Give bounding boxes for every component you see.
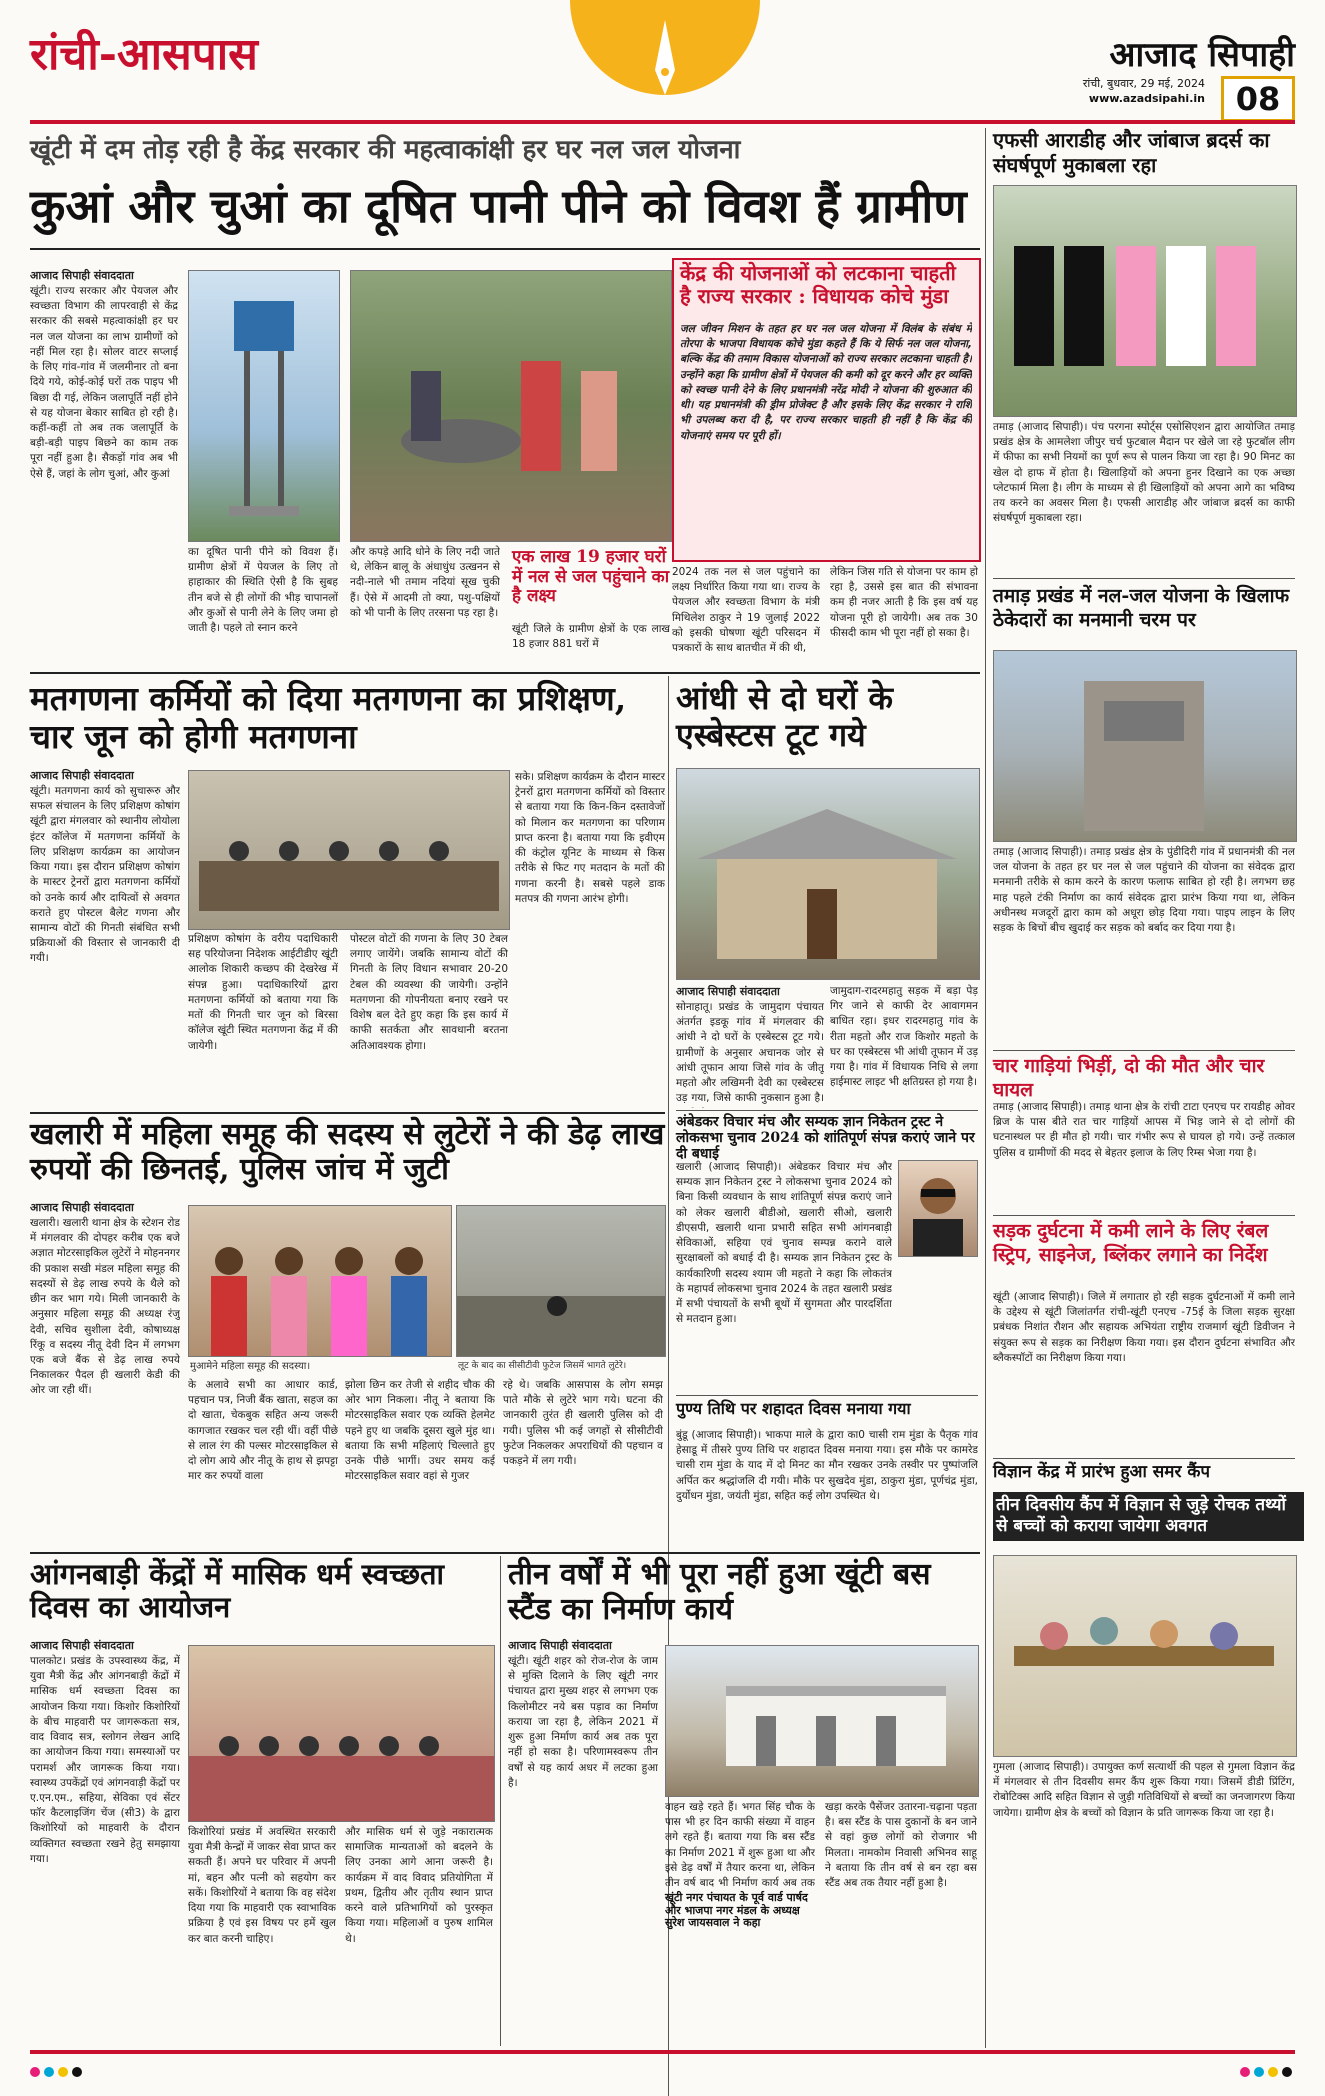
lead-body-6: लेकिन जिस गति से योजना पर काम हो रहा है, उससे इस बात की संभावना कम ही नजर आती है कि इस वर्ष यह योजना पूरी हो जायेगी। अब तक 30 फीसदी काम भी पूरा नहीं हो सका है।: [830, 566, 978, 639]
anganwadi-headline: आंगनबाड़ी केंद्रों में मासिक धर्म स्वच्छता दिवस का आयोजन: [30, 1557, 445, 1625]
counting-body-4: सके। प्रशिक्षण कार्यक्रम के दौरान मास्टर ट्रेनरों द्वारा मतगणना कर्मियों को विस्तार से बताया गया कि किन-किन दस्तावेजों को मिलान कर मतगणना का परिणाम प्राप्त करना है। बताया गया कि इवीएम की कंट्रोल यूनिट के माध्यम से किस तरीके से फिट गए मतदान के मतों की गणना करनी है। सबसे पहले डाक मतपत्र की गणना आरंभ होगी।: [515, 771, 665, 905]
anganwadi-body-1: पालकोट। प्रखंड के उपस्वास्थ्य केंद्र, में युवा मैत्री केंद्र और आंगनबाड़ी केंद्रों में मासिक धर्म स्वच्छता दिवस का आयोजन किया गया। किशोर किशोरियों के बीच माहवारी पर जागरूकता सत्र, वाद विवाद सत्र, स्लोगन लेखन आदि का आयोजन किया गया। समस्याओं पर परामर्श और जागरूक किया गया। स्वास्थ्य उपकेंद्रों एवं आंगनवाड़ी केंद्रों पर ए.एन.एम., सहिया, सेविका एवं सेंटर फॉर कैटलाइजिंग चेंज (सी3) के द्वारा किशोरियों को माहवारी के दौरान व्यक्तिगत स्वच्छता रखने हेतु समझाया गया।: [30, 1655, 180, 1865]
busstand-subhead: खूंटी नगर पंचायत के पूर्व वार्ड पार्षद और भाजपा नगर मंडल के अध्यक्ष सुरेश जायसवाल ने कहा: [665, 1891, 808, 1930]
sun-logo-icon: [560, 0, 770, 120]
anganwadi-body-3: और मासिक धर्म से जुड़े नकारात्मक सामाजिक मान्यताओं को बदलने के लिए उनका आगे आना जरूरी है। कार्यक्रम में वाद विवाद प्रतियोगिता में प्रथम, द्वितीय और तृतीय स्थान प्राप्त करने वाले प्रतिभागियों को पुरस्कृत किया गया। महिलाओं व पुरुष शामिल थे।: [345, 1826, 493, 1945]
cctv-photo: [456, 1205, 666, 1357]
registration-dot: [30, 2067, 40, 2077]
lead-byline: आजाद सिपाही संवाददाता: [30, 269, 134, 282]
ambedkar-headline: अंबेडकर विचार मंच और सम्यक ज्ञान निकेतन ट्रस्ट ने लोकसभा चुनाव 2024 को शांतिपूर्ण संपन्न कराएं जाने पर दी बधाई: [676, 1114, 975, 1163]
women-group-photo: [188, 1205, 452, 1357]
khalari-headline: खलारी में महिला समूह की सदस्य से लुटेरों ने की डेढ़ लाख रुपयों की छिनतई, पुलिस जांच में जुटी: [30, 1117, 665, 1187]
ambedkar-body: खलारी (आजाद सिपाही)। अंबेडकर विचार मंच और सम्यक ज्ञान निकेतन ट्रस्ट ने लोकसभा चुनाव 2024 को बिना किसी व्यवधान के साथ शांतिपूर्ण संपन्न कराएं जाने को लेकर खलारी बीडीओ, खलारी सीओ, खलारी डीएसपी, खलारी थाना प्रभारी सहित सभी आंगनबाड़ी सेविकाओं, सहिया एवं चुनाव सम्पन्न कराने वाले सुरक्षाबलों को बधाई दी है। सम्यक ज्ञान निकेतन ट्रस्ट के कार्यकारिणी सदस्य श्याम जी महतो ने कहा कि लोकतंत्र के महापर्व लोकसभा चुनाव 2024 के तहत खलारी प्रखंड में सभी पंचायतों के सभी बूथों में सुगमता और पारदर्शिता से मतदान हुआ।: [676, 1161, 892, 1326]
mla-box-body: जल जीवन मिशन के तहत हर घर नल जल योजना में विलंब के संबंध में तोरपा के भाजपा विधायक कोचे मुंडा कहते हैं कि ये सिर्फ नल जल योजना, बल्कि केंद्र की तमाम विकास योजनाओं को राज्य सरकार लटकाना चाहती है। उन्होंने कहा कि ग्रामीण क्षेत्रों में पेयजल की कमी को दूर करने और हर व्यक्ति को स्वच्छ पानी देने के लिए प्रधानमंत्री नरेंद्र मोदी ने योजना की शुरुआत की थी। यह प्रधानमंत्री की ड्रीम प्रोजेक्ट है और इसके लिए केंद्र सरकार ने राशि भी उपलब्ध करा दी है, पर राज्य सरकार चाहती ही नहीं है कि केंद्र की योजनाएं समय पर पूरी हों।: [680, 323, 972, 442]
footer-rule: [30, 2050, 1295, 2054]
counting-body-1: खूंटी। मतगणना कार्य को सुचारूरु और सफल संचालन के लिए प्रशिक्षण कोषांग खूंटी द्वारा मंगलवार को स्थानीय लोयोला इंटर कॉलेज में मतगणना कर्मियों के लिए प्रशिक्षण कार्यक्रम का आयोजन किया गया। इस दौरान प्रशिक्षण कोषांग के मास्टर ट्रेनरों द्वारा मतगणना कर्मियों को उनके कार्य और दायित्वों से अवगत कराते हुए पोस्टल बैलेट गणना और सामान्य वोटों की गिनती संबंधित सभी प्रक्रियाओं की विस्तार से जानकारी दी गयी।: [30, 785, 180, 965]
sidebar-5-body: गुमला (आजाद सिपाही)। उपायुक्त कर्ण सत्यार्थी की पहल से गुमला विज्ञान केंद्र में मंगलवार से तीन दिवसीय समर कैंप शुरू किया गया। जिसमें डीडी प्रिंटिंग, रोबोटिक्स आदि सहित विज्ञान से जुड़ी गतिविधियों से बच्चों का जनजागरण किया जायेगा। ग्रामीण क्षेत्र के बच्चों को विज्ञान के प्रति जागरूक किया जा रहा है।: [993, 1761, 1295, 1819]
anganwadi-byline: आजाद सिपाही संवाददाता: [30, 1639, 134, 1652]
damaged-house-photo: [676, 768, 980, 980]
anganwadi-photo: [188, 1645, 495, 1822]
sidebar-4-headline: सड़क दुर्घटना में कमी लाने के लिए रंबल स्ट्रिप, साइनेज, ब्लिंकर लगाने का निर्देश: [993, 1220, 1269, 1266]
busstand-body-3: खड़ा करके पैसेंजर उतारना-चढ़ाना पड़ता है। बस स्टैंड के पास दुकानों के बन जाने से वहां कुछ लोगों को रोजगार भी मिलता। नामकोम निवासी अभिनव साहू ने बताया कि तीन वर्ष से बन रहा बस स्टैंड अब तक तैयार नहीं हुआ है।: [825, 1801, 977, 1890]
sidebar-5-kicker: विज्ञान केंद्र में प्रारंभ हुआ समर कैंप: [993, 1462, 1211, 1482]
martyr-headline: पुण्य तिथि पर शहादत दिवस मनाया गया: [676, 1399, 911, 1418]
khalari-byline: आजाद सिपाही संवाददाता: [30, 1201, 134, 1214]
busstand-body-2: वाहन खड़े रहते हैं। भगत सिंह चौक के पास भी हर दिन काफी संख्या में वाहन लगे रहते हैं। बताया गया कि बस स्टैंड का निर्माण 2021 में शुरू हुआ था और इसे डेढ़ वर्षों में तैयार करना था, लेकिन तीन वर्ष बाद भी निर्माण कार्य अब तक: [665, 1801, 815, 1890]
khalari-body-2: के अलावे सभी का आधार कार्ड, पहचान पत्र, निजी बैंक खाता, सहज का दो खाता, चेकबुक सहित अन्य जरूरी कागजात रखकर चल रही थीं। वहीं पीछे से लाल रंग की पल्सर मोटरसाइकिल से दो लोग आये और नीतू के हाथ से झपट्टा मार कर रुपयों वाला: [188, 1379, 338, 1483]
lead-body-2: का दूषित पानी पीने को विवश हैं। ग्रामीण क्षेत्रों में पेयजल के लिए तो हाहाकार की स्थिति ऐसी है कि सुबह तीन बजे से ही लोगों की भीड़ चापानलों और कुओं से पानी लेने के लिए जमा हो जाती है। पहले तो स्नान करने: [188, 546, 338, 635]
sidebar-4-body: खूंटी (आजाद सिपाही)। जिले में लगातार हो रही सड़क दुर्घटनाओं में कमी लाने के उद्देश्य से खूंटी जिलांतर्गत रांची-खूंटी एनएच -75ई के जिला सड़क सुरक्षा प्रबंधक निशांत रौशन और सहायक अभियंता राष्ट्रीय राजमार्ग खूंटी डिवीजन ने संयुक्त रूप से सड़क का निरीक्षण किया गया। इस दौरान दुर्घटना संभावित और ब्लैकस्पॉटों का निरीक्षण किया गया।: [993, 1291, 1295, 1364]
lead-pull-quote: एक लाख 19 हजार घरों में नल से जल पहुंचाने का है लक्ष्य: [512, 547, 670, 607]
registration-dot: [1282, 2067, 1292, 2077]
dateline: रांची, बुधवार, 29 मई, 2024: [1082, 77, 1205, 90]
water-tower-photo: [188, 270, 340, 542]
registration-dot: [1240, 2067, 1250, 2077]
science-camp-photo: [993, 1555, 1297, 1757]
sidebar-1-body: तमाड़ (आजाद सिपाही)। पंच परगना स्पोर्ट्स एसोसिएशन द्वारा आयोजित तमाड़ प्रखंड क्षेत्र के आमलेशा जीपुर चर्च फुटबाल मैदान पर खेले जा रहे फुटबॉल लीग में फीफा का सभी नियमों का पूर्ण रूप से पालन किया जा रहा है। 90 मिनट का खेल दो हाफ में होता है। खिलाड़ियों को अपना हुनर दिखाने का एक अच्छा प्लेटफार्म मिला है। लीग के माध्यम से ही खिलाड़ियों को अपना आगे का भविष्य तय करने का अवसर मिला है। एफसी आराडीह और जांबाज ब्रदर्स का काफी संघर्षपूर्ण मुकाबला रहा।: [993, 421, 1295, 525]
lead-body-4: खूंटी जिले के ग्रामीण क्षेत्रों के एक लाख 18 हजार 881 घरों में: [512, 623, 670, 651]
lead-body-5: 2024 तक नल से जल पहुंचाने का लक्ष्य निर्धारित किया गया था। राज्य के पेयजल और स्वच्छता विभाग के मंत्री मिथिलेश ठाकुर ने 19 जुलाई 2022 को इसकी घोषणा खूंटी परिसदन में पत्रकारों के साथ बातचीत में की थी,: [672, 566, 820, 655]
sidebar-3-body: तमाड़ (आजाद सिपाही)। तमाड़ थाना क्षेत्र के रांची टाटा एनएच पर रायडीह ओवर ब्रिज के पास बीते रात चार गाड़ियों आपस में भिड़ जाने से दो लोगों की घटनास्थल पर ही मौत हो गयी। चार गंभीर रूप से घायल हो गये। उन्हें तत्काल पुलिस व ग्रामीणों की मदद से बेहतर इलाज के लिए रिम्स भेजा गया है।: [993, 1101, 1295, 1159]
lead-body-3: और कपड़े आदि धोने के लिए नदी जाते थे, लेकिन बालू के अंधाधुंध उत्खनन से नदी-नाले भी तमाम नदियां सूख चुकी हैं। ऐसे में आदमी तो क्या, पशु-पक्षियों को भी पानी के लिए तरसना पड़ रहा है।: [350, 546, 500, 619]
khalari-body-4: रहे थे। जबकि आसपास के लोग समझ पाते मौके से लुटेरे भाग गये। घटना की जानकारी तुरंत ही खलारी पुलिस को दी गयी। पुलिस भी कई जगहों से सीसीटीवी फुटेज निकलकर अपराधियों की पहचान व पकड़ने में लग गयी।: [503, 1379, 663, 1468]
header-rule: [30, 120, 1295, 124]
sidebar-3-headline: चार गाड़ियां भिड़ीं, दो की मौत और चार घायल: [993, 1055, 1265, 1101]
registration-dot: [72, 2067, 82, 2077]
sidebar-1-headline: एफसी आराडीह और जांबाज ब्रदर्स का संघर्षपूर्ण मुकाबला रहा: [993, 128, 1270, 177]
counting-headline: मतगणना कर्मियों को दिया मतगणना का प्रशिक्षण, चार जून को होगी मतगणना: [30, 679, 627, 756]
training-hall-photo: [188, 770, 510, 930]
khalari-body-1: खलारी। खलारी थाना क्षेत्र के स्टेशन रोड में मंगलवार की दोपहर करीब एक बजे अज्ञात मोटरसाइकिल लुटेरों ने मोहननगर की प्रकाश सखी मंडल महिला समूह की सदस्यों से डेढ़ लाख रुपये के थैले को छीन कर भाग गये। मिली जानकारी के अनुसार महिला समूह की अध्यक्ष रंजु देवी, सचिव सुशीला देवी, कोषाध्यक्ष रिंकू व सदस्य नीतू देवी दिन में लगभग एक बजे बैंक से डेढ़ लाख रुपये निकालकर पैदल ही खलारी केडी की ओर जा रही थीं।: [30, 1217, 180, 1397]
khalari-body-3: झोला छिन कर तेजी से शहीद चौक की ओर भाग निकला। नीतू ने बताया कि मोटरसाइकिल सवार एक व्यक्ति हेलमेट पहने हुए था जबकि दूसरा खुले मुंह था। बताया कि सभी महिलाएं चिल्लाते हुए उनके पीछे भागीं। उधर समय कई मोटरसाइकिल सवार वहां से गुजर: [345, 1379, 495, 1483]
storm-byline: आजाद सिपाही संवाददाता: [676, 985, 780, 998]
sidebar-5-headline: तीन दिवसीय कैंप में विज्ञान से जुड़े रोचक तथ्यों से बच्चों को कराया जायेगा अवगत: [993, 1492, 1304, 1541]
women-photo-caption: मुआमेने महिला समूह की सदस्या।: [190, 1361, 311, 1372]
brand-name: आजाद सिपाही: [1109, 35, 1295, 75]
sidebar-2-body: तमाड़ (आजाद सिपाही)। तमाड़ प्रखंड क्षेत्र के पुंडीदिरी गांव में प्रधानमंत्री की नल जल योजना के तहत हर घर नल से जल पहुंचाने की योजना का संवेदक द्वारा मनमानी तरीके से काम करने के कारण फलाफ साबित हो रही है। लगभग छह माह पहले टंकी निर्माण का कार्य संवेदक द्वारा प्रारंभ किया गया था, लेकिन अधीनस्थ मजदूरों द्वारा काम को अधूरा छोड़ दिया गया। पाइप लाइन के लिए सड़क के बिचों बीच खुदाई कर सड़क को बर्बाद कर दिया गया है।: [993, 846, 1295, 935]
storm-headline: आंधी से दो घरों के एस्बेस्टस टूट गये: [676, 679, 894, 754]
martyr-body: बुंडू (आजाद सिपाही)। भाकपा माले के द्वारा का0 चासी राम मुंडा के पैतृक गांव हेसाडू में तीसरे पुण्य तिथि पर शहादत दिवस मनाया गया। इस मौके पर कामरेड चासी राम मुंडा के याद में दो मिनट का मौन रखकर उनके तस्वीर पर पुष्पांजलि अर्पित कर श्रद्धांजलि दी गयी। मौके पर सुखदेव मुंडा, ठाकुरा मुंडा, पूर्णचंद्र मुंडा, दुर्योधन मुंडा, जयंती मुंडा, सहित कई लोग उपस्थित थे।: [676, 1429, 978, 1502]
registration-dot: [1254, 2067, 1264, 2077]
section-title: रांची-आसपास: [30, 29, 258, 80]
counting-byline: आजाद सिपाही संवाददाता: [30, 769, 134, 782]
registration-dot: [1268, 2067, 1278, 2077]
storm-body-1: सोनाहातू। प्रखंड के जामुदाग पंचायत अंतर्गत इडकू गांव में मंगलवार की आंधी ने दो घरों के एस्बेस्टस टूट गये। ग्रामीणों के अनुसार अचानक जोर से आंधी तूफान आया जिसे गांव के जीतू महतो और लखिमनी देवी का एस्बेस्टस उड़ गया, जिसे काफी नुकसान हुआ है।: [676, 1001, 824, 1105]
anganwadi-body-2: किशोरियां प्रखंड में अवस्थित सरकारी युवा मैत्री केन्द्रों में जाकर सेवा प्राप्त कर सकती हैं। अपने घर परिवार में अपनी मां, बहन और पत्नी को सहयोग कर सकें। किशोरियों ने बताया कि वह संदेश दिया गया कि माहवारी एक स्वाभाविक प्रक्रिया है एवं इस विषय पर हमें खुल कर बात करनी चाहिए।: [188, 1826, 336, 1945]
tank-construction-photo: [993, 650, 1297, 842]
lead-kicker: खूंटी में दम तोड़ रही है केंद्र सरकार की महत्वाकांक्षी हर घर नल जल योजना: [30, 135, 741, 165]
counting-body-2: प्रशिक्षण कोषांग के वरीय पदाधिकारी सह परियोजना निदेशक आईटीडीए खूंटी आलोक शिकारी कच्छप की देखरेख में संपन्न हुआ। पदाधिकारियों द्वारा मतगणना कर्मियों को बताया गया कि मतों की गिनती चार जून को बिरसा कॉलेज खूंटी स्थित मतगणना केंद्र में की जायेगी।: [188, 933, 338, 1052]
football-team-photo: [993, 185, 1297, 417]
bus-stand-photo: [665, 1645, 979, 1797]
cctv-photo-caption: लूट के बाद का सीसीटीवी फुटेज जिसमें भागते लुटेरे।: [458, 1361, 627, 1371]
busstand-byline: आजाद सिपाही संवाददाता: [508, 1639, 612, 1652]
mla-box-headline: केंद्र की योजनाओं को लटकाना चाहती है राज्य सरकार : विधायक कोचे मुंडा: [680, 261, 956, 308]
lead-body-1: खूंटी। राज्य सरकार और पेयजल और स्वच्छता विभाग की लापरवाही से केंद्र सरकार की सबसे महत्वाकांक्षी हर घर नल जल योजना का लाभ ग्रामीणों को नहीं मिल रहा है। सोलर वाटर सप्लाई के लिए गांव-गांव में जलमीनार तो बना दिये गये, कोई-कोई घरों तक पाइप भी बिछा दी गई, लेकिन जलापूर्ति नहीं होने से यह योजना बेकार साबित हो रही है। कहीं-कहीं तो अब तक जलापूर्ति के बड़ी-बड़ी पाइप बिछने का काम तक पूरा नहीं हुआ है। सैकड़ों गांव अब भी ऐसे हैं, जहां के लोग चुआं, और कुआं: [30, 285, 178, 480]
well-photo: [350, 270, 672, 542]
registration-dot: [58, 2067, 68, 2077]
page-number: 08: [1221, 76, 1295, 122]
lead-headline: कुआं और चुआं का दूषित पानी पीने को विवश हैं ग्रामीण: [30, 179, 967, 233]
sidebar-2-headline: तमाड़ प्रखंड में नल-जल योजना के खिलाफ ठेकेदारों का मनमानी चरम पर: [993, 585, 1290, 631]
website[interactable]: www.azadsipahi.in: [1088, 92, 1205, 105]
registration-marks-right: [1240, 2062, 1296, 2081]
registration-dot: [44, 2067, 54, 2077]
storm-body-2: जामुदाग-रादरमहातु सड़क में बड़ा पेड़ गिर जाने से काफी देर आवागमन बाधित रहा। इधर रादरमहातु गांव के रीता महतो और राज किशोर महतो के घर का एस्बेस्टस भी आंधी तूफान में उड़ गया है। गांव में विधायक निधि से लगा हाईमास्ट लाइट भी क्षतिग्रस्त हो गया है।: [830, 985, 978, 1089]
counting-body-3: पोस्टल वोटों की गणना के लिए 30 टेबल लगाए जायेंगे। जबकि सामान्य वोटों की गिनती के लिए विधान सभावार 20-20 टेबल की व्यवस्था की जायेगी। उन्होंने मतगणना की गोपनीयता बनाए रखने पर विशेष बल देते हुए कहा कि इस कार्य में काफी सतर्कता और सावधानी बरतना अतिआवश्यक होगा।: [350, 933, 508, 1052]
busstand-headline: तीन वर्षों में भी पूरा नहीं हुआ खूंटी बस स्टैंड का निर्माण कार्य: [508, 1557, 931, 1627]
registration-marks-left: [30, 2062, 86, 2081]
busstand-body-1: खूंटी। खूंटी शहर को रोज-रोज के जाम से मुक्ति दिलाने के लिए खूंटी नगर पंचायत द्वारा मुख्य शहर से लगभग एक किलोमीटर नये बस पड़ाव का निर्माण कराया जा रहा है, लेकिन 2021 में शुरू हुआ निर्माण कार्य अब तक पूरा नहीं हो सका है। परिणामस्वरूप तीन वर्षों से यह कार्य अधर में लटका हुआ है।: [508, 1655, 658, 1789]
portrait-photo: [898, 1160, 978, 1257]
